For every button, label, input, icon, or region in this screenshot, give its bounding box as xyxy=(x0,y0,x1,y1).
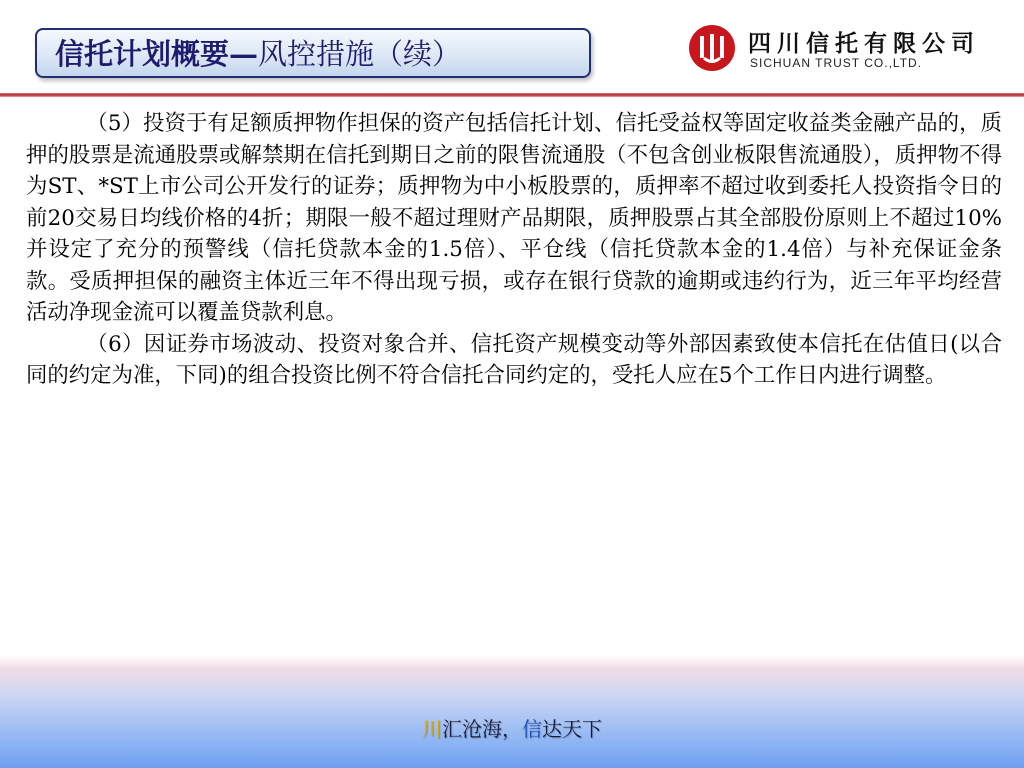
footer-slogan xyxy=(0,713,1024,742)
company-name-cn: 四川信托有限公司 xyxy=(748,31,980,57)
paragraph-5: （5）投资于有足额质押物作担保的资产包括信托计划、信托受益权等固定收益类金融产品的，质押的股票是流通股票或解禁期在信托到期日之前的限售流通股（不包含创业板限售流通股），质押物不得为ST、*ST上市公司公开发行的证券；质押物为中小板股票的，质押率不超过收到委托人投资指令日的前20交易日均线价格的4折；期限一般不超过理财产品期限，质押股票占其全部股份原则上不超过10%并设定了充分的预警线（信托贷款本金的1.5倍）、平仓线（信托贷款本金的1.4倍）与补充保证金条款。受质押担保的融资主体近三年不得出现亏损，或存在银行贷款的逾期或违约行为，近三年平均经营活动净现金流可以覆盖贷款利息。 xyxy=(26,111,1002,325)
slogan-char-chuan: 川 xyxy=(422,717,442,741)
slogan-text-2: 达天下 xyxy=(542,717,602,741)
slogan-char-xin: 信 xyxy=(522,717,542,741)
slide-title-sub: 风控措施（续） xyxy=(258,37,462,71)
slide-body xyxy=(26,108,1002,392)
slide-title xyxy=(55,37,461,71)
company-logo xyxy=(688,22,1008,74)
header-divider xyxy=(0,93,1024,97)
slide-title-main: 信托计划概要— xyxy=(55,37,259,71)
slogan-text-1: 汇沧海， xyxy=(442,717,522,741)
paragraph-6: （6）因证券市场波动、投资对象合并、信托资产规模变动等外部因素致使本信托在估值日(以合同的约定为准，下同)的组合投资比例不符合信托合同约定的，受托人应在5个工作日内进行调整。 xyxy=(26,331,1002,388)
sichuan-trust-logo-icon xyxy=(688,24,736,72)
footer-band xyxy=(0,655,1024,768)
company-name-en: SICHUAN TRUST CO.,LTD. xyxy=(750,56,923,70)
slide-title-box xyxy=(35,28,591,78)
